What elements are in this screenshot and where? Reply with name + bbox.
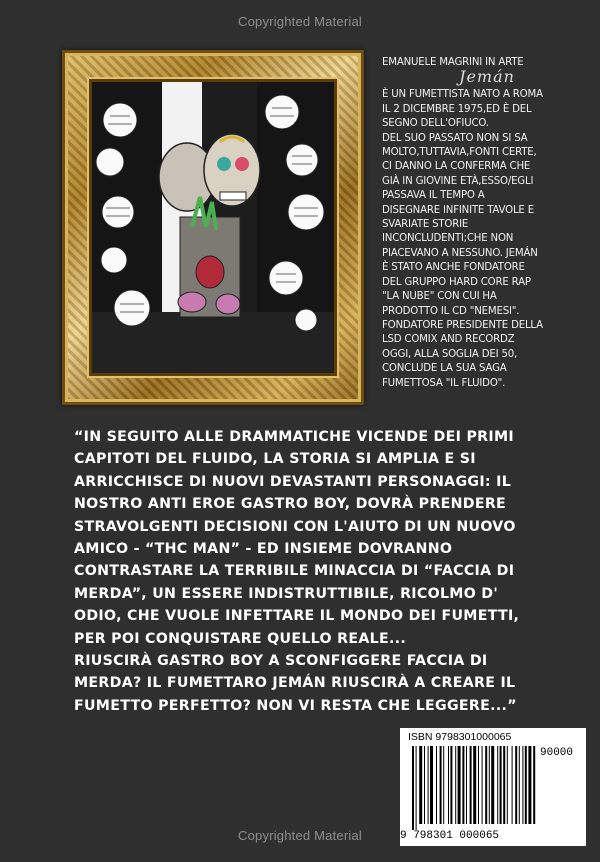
blurb-line: MERDA? IL FUMETTARO JEMÁN RIUSCIRÀ A CREARE IL bbox=[74, 675, 516, 692]
bio-line: GIÀ IN GIOVINE ETÀ,ESSO/EGLI bbox=[382, 175, 534, 187]
bio-line: OGGI, ALLA SOGLIA DEI 50, bbox=[382, 348, 518, 360]
ornate-picture-frame bbox=[62, 50, 364, 405]
bio-line: PASSAVA IL TEMPO A bbox=[382, 190, 485, 202]
isbn-label: ISBN 9798301000065 bbox=[408, 731, 512, 743]
author-signature: Jemán bbox=[459, 67, 515, 87]
bio-line: DEL GRUPPO HARD CORE RAP bbox=[382, 276, 531, 288]
blurb-line: AMICO - “THC MAN” - ED INSIEME DOVRANNO bbox=[74, 541, 453, 558]
bio-line: DEL SUO PASSATO NON SI SA bbox=[382, 132, 528, 144]
bio-line: MOLTO,TUTTAVIA,FONTI CERTE, bbox=[382, 147, 537, 159]
bio-line: LSD COMIX AND RECORDZ bbox=[382, 334, 515, 346]
bio-line: DISEGNARE INFINITE TAVOLE E bbox=[382, 204, 534, 216]
bio-line: È STATO ANCHE FONDATORE bbox=[382, 262, 525, 274]
blurb-line: RIUSCIRÀ GASTRO BOY A SCONFIGGERE FACCIA DI bbox=[74, 653, 488, 670]
blurb-line: ODIO, CHE VUOLE INFETTARE IL MONDO DEI FUMETTI, bbox=[74, 608, 520, 625]
blurb-line: ARRICCHISCE DI NUOVI DEVASTANTI PERSONAGGI: IL bbox=[74, 473, 512, 490]
blurb-line: STRAVOLGENTI DECISIONI CON L'AIUTO DI UN NUOVO bbox=[74, 518, 516, 535]
blurb-line: PER POI CONQUISTARE QUELLO REALE... bbox=[74, 630, 407, 647]
bio-line: FUMETTOSA "IL FLUIDO". bbox=[382, 377, 506, 389]
barcode-digits: 9 798301 000065 bbox=[400, 830, 500, 842]
bio-line: PIACEVANO A NESSUNO. JEMÁN bbox=[382, 247, 538, 259]
watermark-top: Copyrighted Material bbox=[238, 14, 362, 29]
blurb-line: FUMETTO PERFETTO? NON VI RESTA CHE LEGGERE...” bbox=[74, 697, 517, 714]
blurb-line: NOSTRO ANTI EROE GASTRO BOY, DOVRÀ PRENDERE bbox=[74, 496, 507, 513]
bio-line: CONCLUDE LA SUA SAGA bbox=[382, 363, 507, 375]
bio-line: PRODOTTO IL CD "NEMESI". bbox=[382, 305, 520, 317]
bio-line: IL 2 DICEMBRE 1975,ED È DEL bbox=[382, 103, 532, 115]
bio-line: CI DANNO LA CONFERMA CHE bbox=[382, 161, 531, 173]
watermark-bottom: Copyrighted Material bbox=[238, 828, 362, 843]
bio-line: "LA NUBE" CON CUI HA bbox=[382, 291, 497, 303]
back-cover-blurb bbox=[74, 426, 574, 717]
bio-line: INCONCLUDENTI;CHE NON bbox=[382, 233, 514, 245]
blurb-line: CONTRASTARE LA TERRIBILE MINACCIA DI “FACCIA DI bbox=[74, 563, 515, 580]
comic-illustration bbox=[92, 82, 334, 373]
price-code: 90000 bbox=[540, 747, 574, 759]
bio-line: È UN FUMETTISTA NATO A ROMA bbox=[382, 89, 543, 101]
author-bio bbox=[382, 56, 592, 391]
bio-line: SEGNO DELL'OFIUCO. bbox=[382, 118, 489, 130]
cover-artwork bbox=[92, 82, 334, 373]
blurb-line: MERDA”, UN ESSERE INDISTRUTTIBILE, RICOLMO D' bbox=[74, 585, 499, 602]
bio-intro: EMANUELE MAGRINI IN ARTE bbox=[382, 57, 524, 68]
bio-line: FONDATORE PRESIDENTE DELLA bbox=[382, 319, 543, 331]
blurb-line: CAPITOTI DEL FLUIDO, LA STORIA SI AMPLIA E SI bbox=[74, 451, 476, 468]
barcode-bars bbox=[412, 746, 576, 830]
bio-line: SVARIATE STORIE bbox=[382, 219, 469, 231]
blurb-line: “IN SEGUITO ALLE DRAMMATICHE VICENDE DEI PRIMI bbox=[74, 429, 514, 445]
